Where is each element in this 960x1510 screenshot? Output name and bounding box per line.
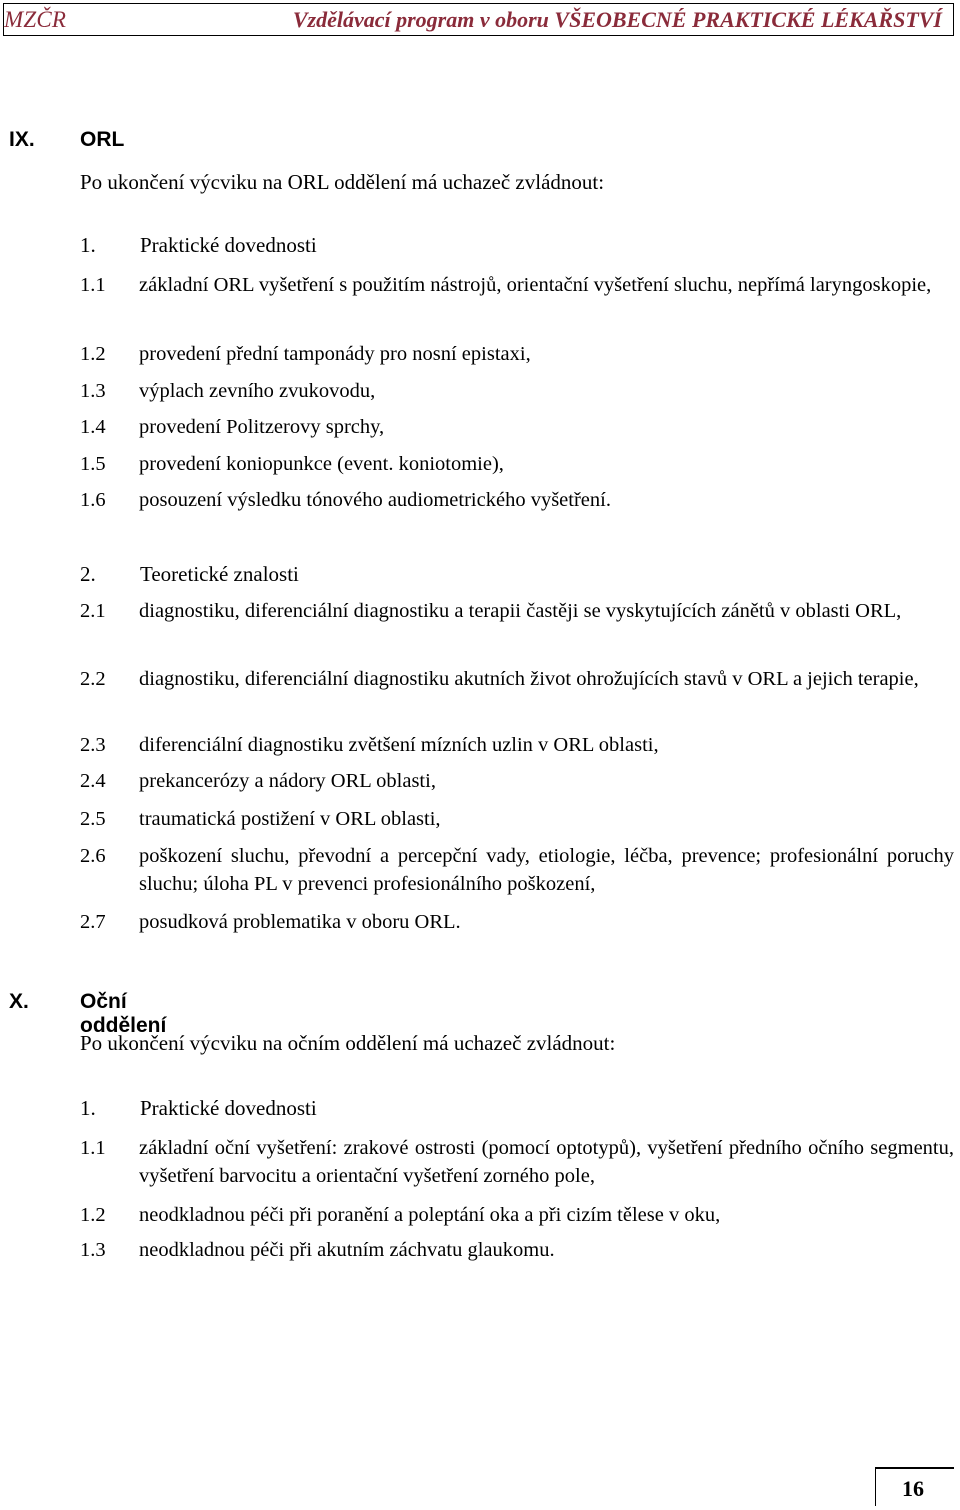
list-item <box>80 767 954 795</box>
list-item <box>80 731 954 759</box>
item-text: diagnostiku, diferenciální diagnostiku a terapii častěji se vyskytujících zánětů v oblasti ORL, <box>139 600 902 622</box>
page-number-box <box>875 1467 954 1506</box>
subheading-number: 1. <box>80 1096 96 1120</box>
item-text: provedení koniopunkce (event. koniotomie), <box>139 453 504 475</box>
item-number: 1.1 <box>80 1137 106 1159</box>
item-number: 1.3 <box>80 380 106 402</box>
item-number: 2.7 <box>80 911 106 933</box>
item-number: 1.6 <box>80 489 106 511</box>
item-number: 1.1 <box>80 274 106 296</box>
item-text: diagnostiku, diferenciální diagnostiku akutních život ohrožujících stavů v ORL a jejich terapie, <box>139 668 919 690</box>
list-item <box>80 665 954 693</box>
list-item <box>80 377 954 405</box>
list-item <box>80 413 954 441</box>
list-item <box>80 450 954 478</box>
item-text: poškození sluchu, převodní a percepční vady, etiologie, léčba, prevence; profesionální poruchy sluchu; úloha PL v prevenci profesionálního poškození, <box>139 845 954 895</box>
list-item <box>80 805 954 833</box>
item-number: 1.5 <box>80 453 106 475</box>
list-item <box>80 597 954 625</box>
subheading-number: 1. <box>80 233 96 257</box>
subheading-title: Praktické dovednosti <box>140 1096 317 1120</box>
item-text: provedení Politzerovy sprchy, <box>139 416 385 438</box>
item-number: 2.2 <box>80 668 106 690</box>
header-ministry: MZČR <box>4 7 67 32</box>
subheading-practical-skills <box>80 233 317 258</box>
item-number: 2.6 <box>80 845 106 867</box>
item-number: 2.1 <box>80 600 106 622</box>
list-item <box>80 1134 954 1190</box>
item-number: 2.3 <box>80 734 106 756</box>
subheading-title: Teoretické znalosti <box>140 562 299 586</box>
section-title: Oční oddělení <box>80 990 167 1037</box>
section-intro: Po ukončení výcviku na očním oddělení má uchazeč zvládnout: <box>80 1031 616 1055</box>
item-text: provedení přední tamponády pro nosní epistaxi, <box>139 343 531 365</box>
subheading-number: 2. <box>80 562 96 586</box>
item-number: 1.2 <box>80 343 106 365</box>
subheading-practical-skills <box>80 1096 317 1121</box>
section-number: X. <box>9 990 29 1013</box>
list-item <box>80 340 954 368</box>
section-intro: Po ukončení výcviku na ORL oddělení má uchazeč zvládnout: <box>80 170 605 194</box>
list-item <box>80 486 954 514</box>
list-item <box>80 1201 954 1229</box>
item-text: prekancerózy a nádory ORL oblasti, <box>139 770 436 792</box>
list-item <box>80 842 954 898</box>
list-item <box>80 908 954 936</box>
item-text: neodkladnou péči při akutním záchvatu glaukomu. <box>139 1239 555 1261</box>
item-text: základní oční vyšetření: zrakové ostrosti (pomocí optotypů), vyšetření předního očního segmentu, vyšetření barvocitu a orientační vyšetření zorného pole, <box>139 1137 954 1187</box>
page-number: 16 <box>902 1476 924 1501</box>
subheading-title: Praktické dovednosti <box>140 233 317 257</box>
section-title: ORL <box>80 128 125 151</box>
item-number: 1.2 <box>80 1204 106 1226</box>
section-number: IX. <box>9 128 35 151</box>
item-text: diferenciální diagnostiku zvětšení mízních uzlin v ORL oblasti, <box>139 734 659 756</box>
item-number: 1.3 <box>80 1239 106 1261</box>
item-number: 1.4 <box>80 416 106 438</box>
item-text: posouzení výsledku tónového audiometrického vyšetření. <box>139 489 611 511</box>
item-text: traumatická postižení v ORL oblasti, <box>139 808 441 830</box>
item-text: základní ORL vyšetření s použitím nástrojů, orientační vyšetření sluchu, nepřímá laryngoskopie, <box>139 274 932 296</box>
header-program-title: Vzdělávací program v oboru VŠEOBECNÉ PRAKTICKÉ LÉKAŘSTVÍ <box>292 7 942 32</box>
list-item <box>80 1236 954 1264</box>
item-text: posudková problematika v oboru ORL. <box>139 911 461 933</box>
page-header <box>3 3 954 36</box>
item-text: výplach zevního zvukovodu, <box>139 380 376 402</box>
item-number: 2.4 <box>80 770 106 792</box>
subheading-theoretical-knowledge <box>80 562 299 587</box>
item-text: neodkladnou péči při poranění a poleptání oka a při cizím tělese v oku, <box>139 1204 721 1226</box>
item-number: 2.5 <box>80 808 106 830</box>
list-item <box>80 271 954 299</box>
